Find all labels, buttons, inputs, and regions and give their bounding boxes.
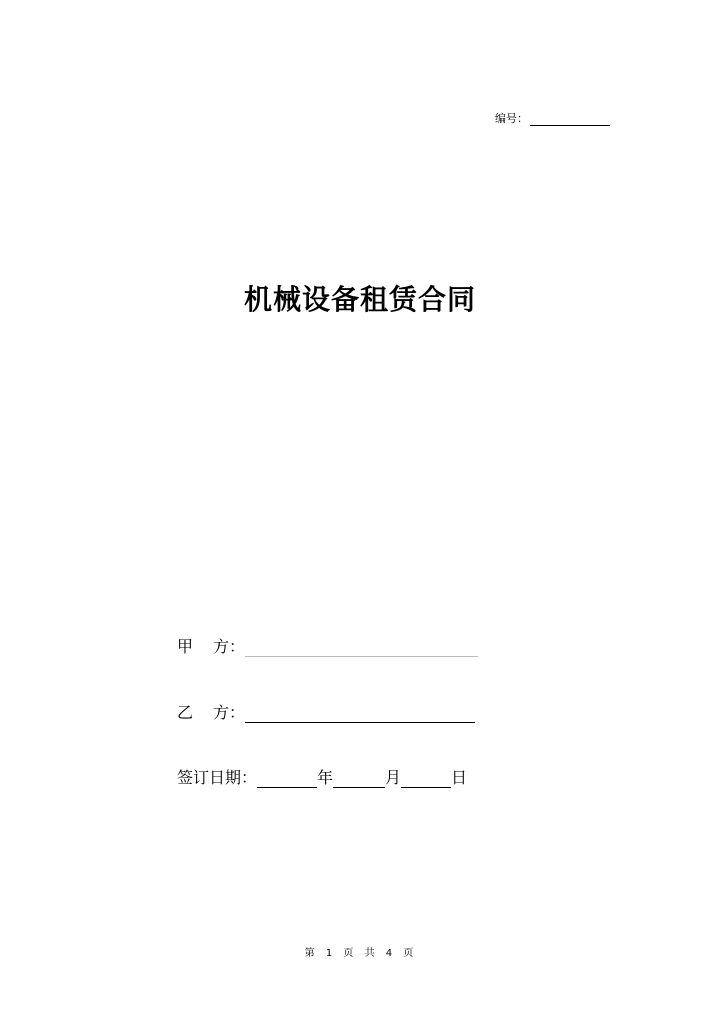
sign-date-day-label: 日	[451, 768, 468, 787]
page-current: 1	[325, 948, 335, 959]
party-b-label-char: 乙	[177, 703, 194, 722]
sign-date-month-blank[interactable]	[333, 769, 385, 788]
page-total-prefix: 共	[364, 948, 377, 959]
party-a-field	[177, 634, 478, 657]
sign-date-year-blank[interactable]	[257, 769, 317, 788]
party-b-blank[interactable]	[245, 704, 475, 723]
serial-number-label: 编号：	[495, 112, 528, 125]
page-mid: 页	[343, 948, 356, 959]
sign-date-year-label: 年	[317, 768, 334, 787]
page-number-footer	[0, 944, 720, 959]
party-a-label-char: 甲	[177, 637, 194, 656]
page-total: 4	[385, 948, 395, 959]
sign-date-day-blank[interactable]	[401, 769, 451, 788]
party-a-label-suffix: 方：	[213, 637, 246, 656]
sign-date-label: 签订日期：	[177, 768, 258, 787]
serial-number-field	[495, 110, 610, 126]
serial-number-blank[interactable]	[530, 112, 610, 126]
sign-date-field	[177, 765, 467, 788]
page-prefix: 第	[304, 948, 317, 959]
party-a-blank[interactable]	[245, 638, 478, 657]
document-title: 机械设备租赁合同	[243, 283, 476, 316]
sign-date-month-label: 月	[385, 768, 402, 787]
page-suffix: 页	[403, 948, 416, 959]
party-b-label-suffix: 方：	[213, 703, 246, 722]
party-b-field	[177, 700, 475, 723]
